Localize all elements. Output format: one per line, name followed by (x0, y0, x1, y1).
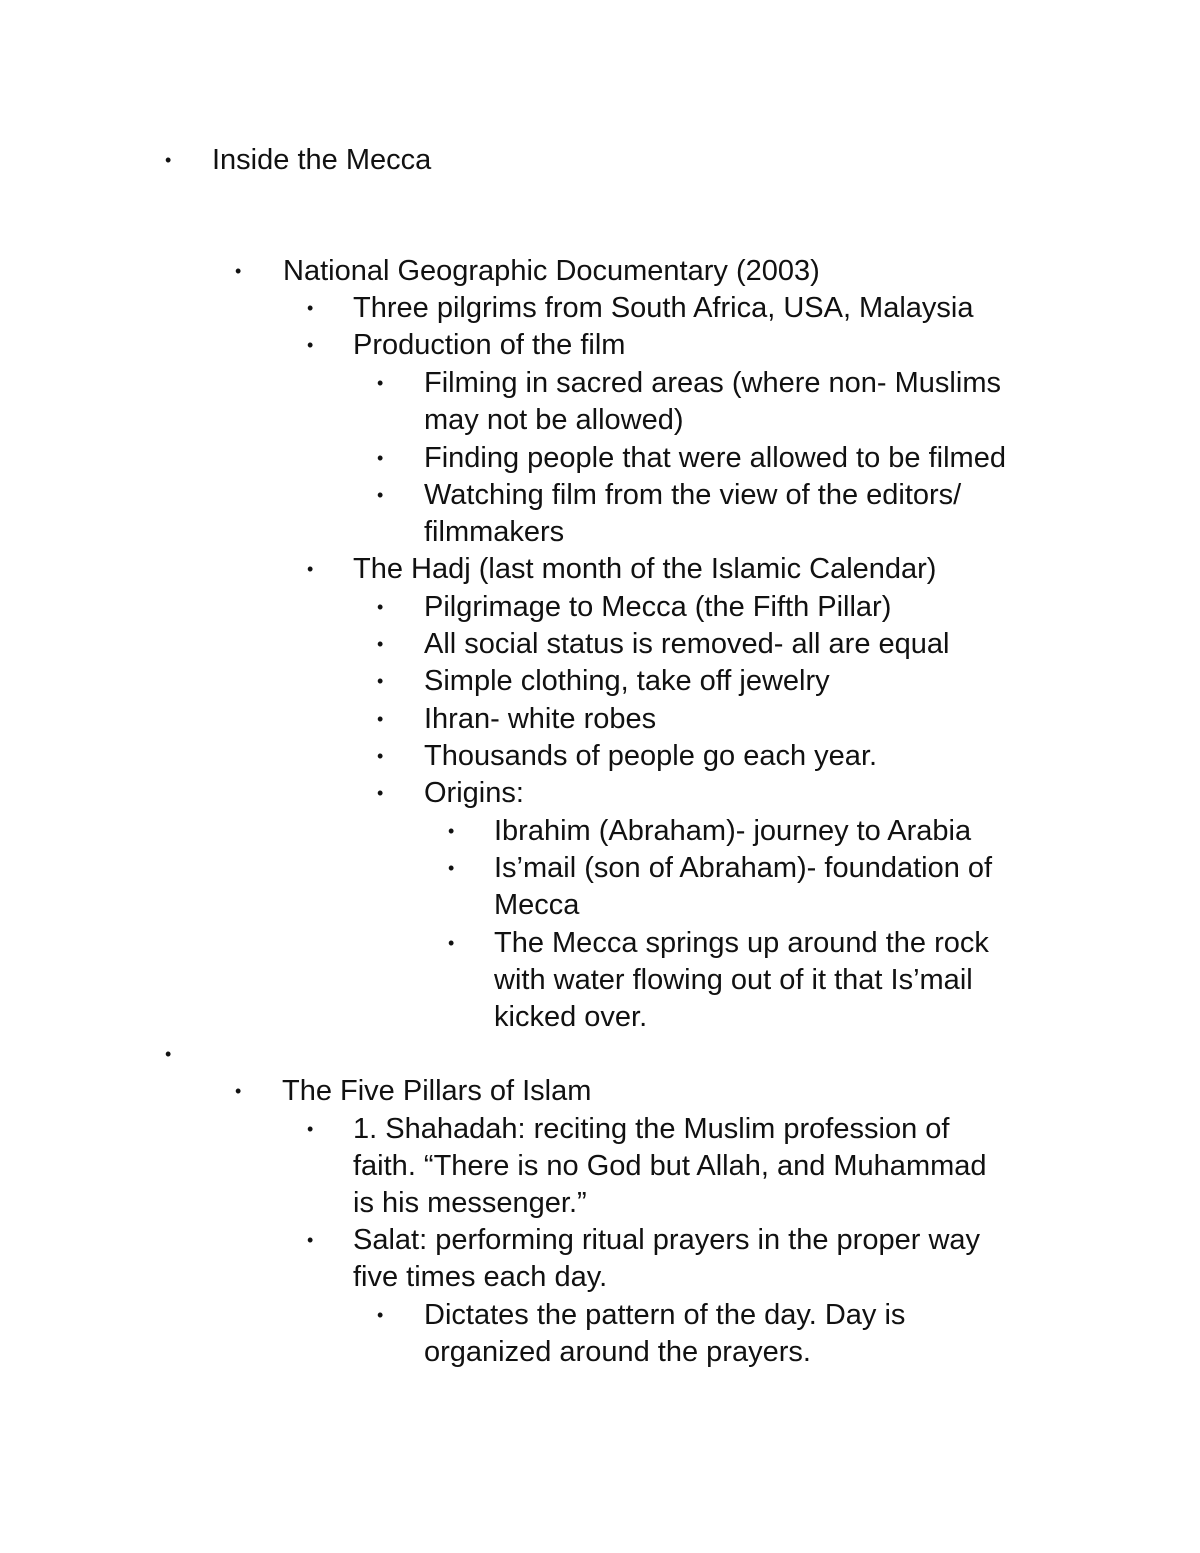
list-item-text: with water flowing out of it that Is’mail (494, 964, 973, 996)
bullet-icon: • (377, 634, 384, 654)
list-item-text: is his messenger.” (353, 1187, 587, 1219)
list-item-text: Thousands of people go each year. (424, 740, 878, 772)
list-item-text: Production of the film (353, 329, 626, 361)
bullet-icon: • (377, 1305, 384, 1325)
bullet-icon: • (377, 485, 384, 505)
bullet-icon: • (307, 1119, 314, 1139)
list-item-text: Filming in sacred areas (where non- Muslims (424, 367, 1001, 399)
list-item-text: Three pilgrims from South Africa, USA, Malaysia (353, 292, 974, 324)
list-item-text: Watching film from the view of the editors/ (424, 479, 962, 511)
list-item-text: Origins: (424, 777, 524, 809)
bullet-icon: • (377, 448, 384, 468)
bullet-icon: • (307, 559, 314, 579)
list-item-text: faith. “There is no God but Allah, and Muhammad (353, 1150, 987, 1182)
bullet-icon: • (377, 373, 384, 393)
bullet-icon: • (165, 150, 172, 170)
bullet-icon: • (448, 858, 455, 878)
bullet-icon: • (165, 1044, 172, 1064)
list-item-text: Ihran- white robes (424, 703, 657, 735)
list-item-text: Mecca (494, 889, 580, 921)
list-item-text: The Hadj (last month of the Islamic Calendar) (353, 553, 937, 585)
list-item-text: kicked over. (494, 1001, 648, 1033)
bullet-icon: • (448, 821, 455, 841)
list-item-text: organized around the prayers. (424, 1336, 811, 1368)
list-item-text: Dictates the pattern of the day. Day is (424, 1299, 906, 1331)
list-item-text: Simple clothing, take off jewelry (424, 665, 830, 697)
bullet-icon: • (448, 933, 455, 953)
list-item-text: Finding people that were allowed to be filmed (424, 442, 1006, 474)
list-item-text: The Mecca springs up around the rock (494, 927, 989, 959)
list-item-text: five times each day. (353, 1261, 608, 1293)
bullet-icon: • (377, 709, 384, 729)
bullet-icon: • (377, 671, 384, 691)
bullet-icon: • (307, 1230, 314, 1250)
list-item-text: Pilgrimage to Mecca (the Fifth Pillar) (424, 591, 892, 623)
list-item-text: may not be allowed) (424, 404, 684, 436)
list-item-text: All social status is removed- all are equal (424, 628, 950, 660)
bullet-icon: • (377, 746, 384, 766)
list-item-text: filmmakers (424, 516, 565, 548)
bullet-icon: • (377, 597, 384, 617)
list-item-text: 1. Shahadah: reciting the Muslim profession of (353, 1113, 950, 1145)
bullet-icon: • (235, 1081, 242, 1101)
list-item-text: National Geographic Documentary (2003) (283, 255, 820, 287)
list-item-text: Is’mail (son of Abraham)- foundation of (494, 852, 993, 884)
bullet-icon: • (307, 298, 314, 318)
bullet-icon: • (235, 261, 242, 281)
bullet-icon: • (377, 783, 384, 803)
list-item-text: Ibrahim (Abraham)- journey to Arabia (494, 815, 972, 847)
list-item-text: Inside the Mecca (212, 144, 432, 176)
bullet-icon: • (307, 335, 314, 355)
list-item-text: Salat: performing ritual prayers in the proper way (353, 1224, 981, 1256)
list-item-text: The Five Pillars of Islam (282, 1075, 592, 1107)
